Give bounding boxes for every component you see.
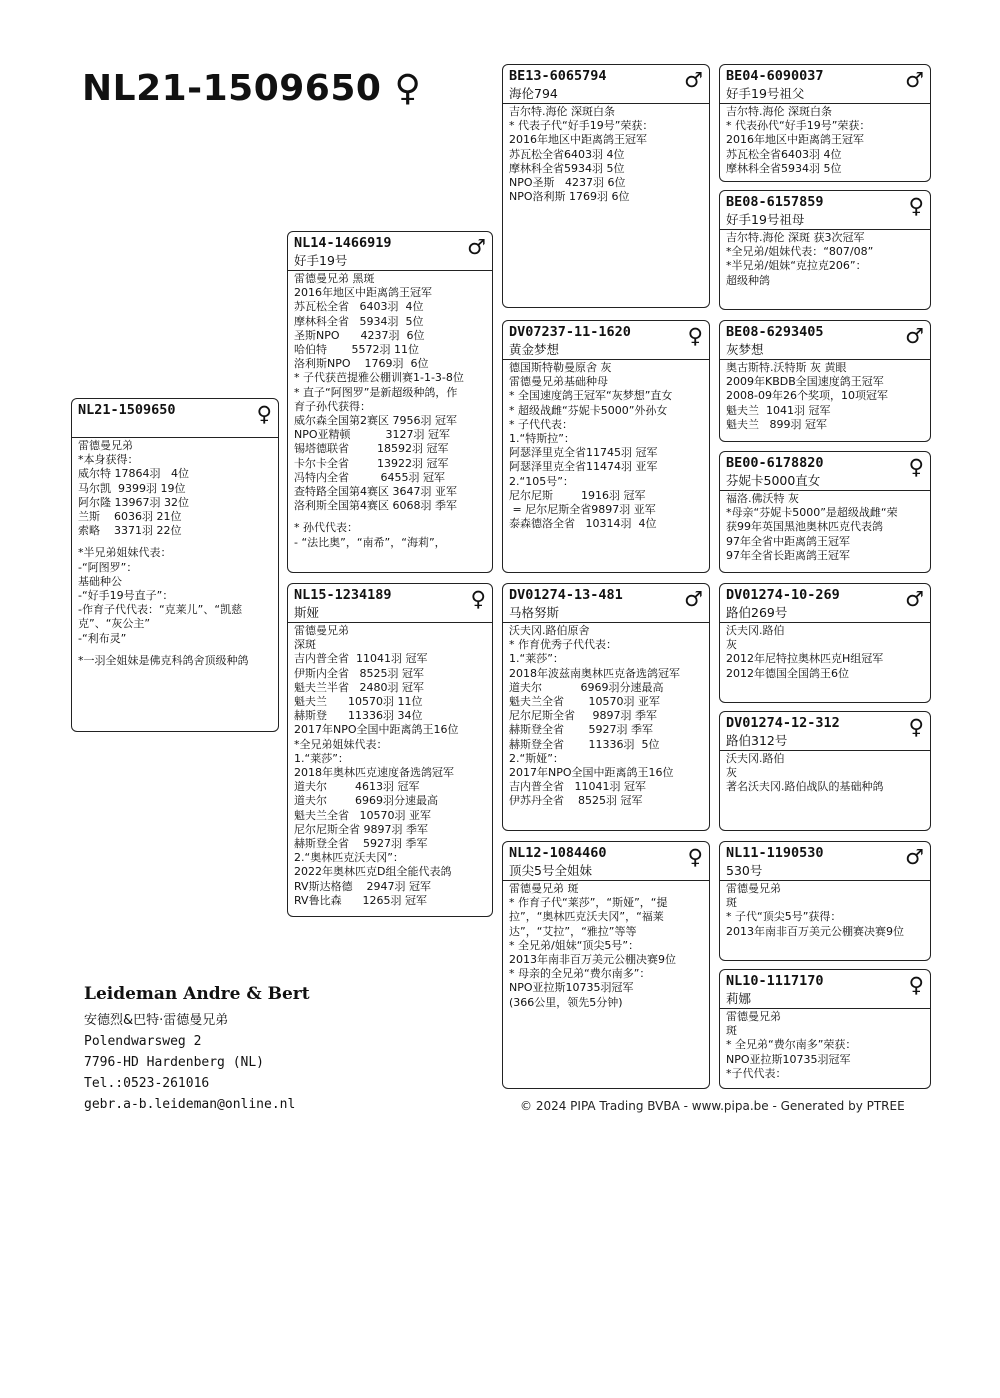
female-icon: ♀ xyxy=(687,324,703,348)
detail-line: 伊斯内全省 8525羽 冠军 xyxy=(294,666,424,680)
card-details xyxy=(720,623,930,682)
male-icon: ♂ xyxy=(905,68,924,92)
detail-line: 奥古斯特.沃特斯 灰 黄眼 xyxy=(726,361,847,374)
detail-line: 苏瓦松全省6403羽 4位 xyxy=(509,147,625,161)
detail-line: -“利布灵” xyxy=(78,631,127,645)
detail-line: 吉内普全省 11041羽 冠军 xyxy=(509,780,646,794)
detail-line: 兰斯 6036羽 21位 xyxy=(78,510,182,524)
male-icon: ♂ xyxy=(684,587,703,611)
detail-line: * 作育子代“莱莎”，“斯娅”，“提 xyxy=(509,896,668,910)
detail-line: 摩林科全省5934羽 5位 xyxy=(509,161,625,175)
female-icon: ♀ xyxy=(256,402,272,426)
pedigree-card xyxy=(719,320,931,442)
detail-line: 1.“莱莎”： xyxy=(294,751,349,765)
detail-line: 道夫尔 4613羽 冠军 xyxy=(294,780,420,794)
detail-line: 马尔凯 9399羽 19位 xyxy=(78,481,186,495)
detail-line: * 子代获芭提雅公棚训赛1-1-3-8位 xyxy=(294,371,464,385)
card-header xyxy=(288,584,492,621)
bird-name: 好手19号 xyxy=(294,253,348,268)
detail-line: 尼尔尼斯全省 9897羽 季军 xyxy=(509,709,657,723)
detail-line: 2013年南非百万美元公棚决赛9位 xyxy=(509,953,676,967)
card-details xyxy=(503,104,709,205)
detail-line: 尼尔尼斯 1916羽 冠军 xyxy=(509,488,646,502)
ring-number: NL12-1084460 xyxy=(509,845,607,861)
detail-line: * 全兄弟/姐妹“顶尖5号”： xyxy=(509,938,640,952)
detail-line: RV斯达格德 2947羽 冠军 xyxy=(294,879,432,893)
owner-name: Leideman Andre & Bert xyxy=(84,984,310,1004)
page-title: NL21-1509650 ♀ xyxy=(82,68,422,109)
card-header xyxy=(720,191,930,228)
detail-line: 查特路全国第4赛区 3647羽 亚军 xyxy=(294,485,457,499)
detail-line xyxy=(78,646,272,654)
detail-line: 2.“奥林匹克沃夫冈”： xyxy=(294,851,404,865)
detail-line: 哈伯特 5572羽 11位 xyxy=(294,343,419,357)
detail-line: 摩林科全省 5934羽 5位 xyxy=(294,314,424,328)
detail-line: 魁夫兰 10570羽 11位 xyxy=(294,695,423,709)
pedigree-card xyxy=(502,320,710,573)
detail-line: 2022年奥林匹克D组全能代表鸽 xyxy=(294,865,452,879)
detail-line: 1.“莱莎”： xyxy=(509,652,564,666)
female-icon: ♀ xyxy=(470,587,486,611)
owner-name-cn: 安德烈&巴特·雷德曼兄弟 xyxy=(84,1013,229,1028)
detail-line: 2016年地区中距离鸽王冠军 xyxy=(294,286,432,300)
card-details xyxy=(720,881,930,940)
ring-number: NL14-1466919 xyxy=(294,235,392,251)
card-header xyxy=(720,584,930,621)
detail-line: 2018年波兹南奥林匹克备选鸽冠军 xyxy=(509,666,680,680)
detail-line: *全兄弟姐妹代表： xyxy=(294,737,388,751)
detail-line: NPO圣斯 4237羽 6位 xyxy=(509,176,626,190)
detail-line: 福洛.佛沃特 灰 xyxy=(726,492,799,505)
male-icon: ♂ xyxy=(905,324,924,348)
detail-line: -“好手19号直子”： xyxy=(78,589,174,603)
detail-line: 达”，“艾拉”，“雅拉”等等 xyxy=(509,924,637,938)
detail-line: 斑 xyxy=(726,1024,737,1038)
detail-line: 阿尔隆 13967羽 32位 xyxy=(78,495,189,509)
detail-line: NPO亚拉斯10735羽冠军 xyxy=(509,981,634,995)
detail-line: 沃夫冈.路伯原舍 xyxy=(509,624,590,637)
owner-city: 7796-HD Hardenberg (NL) xyxy=(84,1055,265,1070)
detail-line: 2017年NPO全国中距离鸽王16位 xyxy=(294,723,459,737)
detail-line: 魁夫兰 1041羽 冠军 xyxy=(726,403,831,417)
detail-line: -作育子代代表：“克莱儿”、“凯慈 xyxy=(78,603,243,617)
detail-line: 魁夫兰全省 10570羽 亚军 xyxy=(509,695,660,709)
pedigree-card xyxy=(71,398,279,732)
detail-line: NPO洛利斯 1769羽 6位 xyxy=(509,190,630,204)
card-header xyxy=(72,399,278,436)
card-header xyxy=(720,970,930,1007)
detail-line: * 子代代表： xyxy=(509,417,573,431)
detail-line: 灰 xyxy=(726,638,737,652)
detail-line: * 直子“阿图罗”是新超级种鸽，作 xyxy=(294,385,458,399)
detail-line: 2008-09年26个奖项，10项冠军 xyxy=(726,389,888,403)
detail-line: 2016年地区中距离鸽王冠军 xyxy=(509,133,647,147)
ring-number: DV01274-10-269 xyxy=(726,587,840,603)
card-header xyxy=(720,712,930,749)
detail-line: 著名沃夫冈.路伯战队的基础种鸽 xyxy=(726,780,884,794)
pedigree-card xyxy=(719,451,931,573)
detail-line: 洛利斯NPO 1769羽 6位 xyxy=(294,357,429,371)
card-header xyxy=(503,65,709,102)
detail-line: 1.“特斯拉”： xyxy=(509,432,575,446)
card-details xyxy=(720,104,930,177)
detail-line: * 子代“顶尖5号”获得： xyxy=(726,910,842,924)
bird-name: 莉娜 xyxy=(726,991,752,1006)
owner-street: Polendwarsweg 2 xyxy=(84,1034,202,1049)
detail-line: 锡塔德联省 18592羽 冠军 xyxy=(294,442,449,456)
detail-line: 卡尔卡全省 13922羽 冠军 xyxy=(294,456,449,470)
card-header xyxy=(503,321,709,358)
bird-name: 路伯312号 xyxy=(726,733,788,748)
female-icon: ♀ xyxy=(908,973,924,997)
pedigree-card xyxy=(502,64,710,308)
detail-line: 沃夫冈.路伯 xyxy=(726,624,785,637)
detail-line: 吉尔特.海伦 深斑 获3次冠军 xyxy=(726,231,865,244)
card-details xyxy=(720,1009,930,1082)
detail-line: 魁夫兰全省 10570羽 亚军 xyxy=(294,808,431,822)
detail-line: * 超级战雌“芬妮卡5000”外孙女 xyxy=(509,403,668,417)
detail-line: 圣斯NPO 4237羽 6位 xyxy=(294,328,425,342)
detail-line: *本身获得： xyxy=(78,453,139,467)
ring-number: NL11-1190530 xyxy=(726,845,824,861)
detail-line: 雷德曼兄弟基础种母 xyxy=(509,375,608,389)
ring-number: DV01274-13-481 xyxy=(509,587,623,603)
bird-name: 海伦794 xyxy=(509,86,558,101)
detail-line: 育子孙代获得： xyxy=(294,399,371,413)
detail-line: 2.“斯娅”： xyxy=(509,751,564,765)
detail-line: * 代表子代“好手19号”荣获： xyxy=(509,119,654,133)
detail-line: *母亲“芬妮卡5000”是超级战雌“荣 xyxy=(726,506,898,520)
detail-line: 摩林科全省5934羽 5位 xyxy=(726,161,842,175)
detail-line: 2009年KBDB全国速度鸽王冠军 xyxy=(726,375,884,389)
pedigree-card xyxy=(719,190,931,310)
detail-line: 赫斯登 11336羽 34位 xyxy=(294,709,423,723)
detail-line: * 作育优秀子代代表： xyxy=(509,638,617,652)
ring-number: BE08-6157859 xyxy=(726,194,824,210)
detail-line: 威尔森全国第2赛区 7956羽 冠军 xyxy=(294,414,457,428)
detail-line: 深斑 xyxy=(294,638,316,652)
bird-name: 顶尖5号全姐妹 xyxy=(509,863,592,878)
detail-line: 冯特内全省 6455羽 冠军 xyxy=(294,470,445,484)
detail-line: * 孙代代表： xyxy=(294,521,358,535)
male-icon: ♂ xyxy=(905,845,924,869)
card-details xyxy=(720,230,930,289)
male-icon: ♂ xyxy=(467,235,486,259)
card-header xyxy=(720,452,930,489)
detail-line: * 母亲的全兄弟“费尔南多”： xyxy=(509,967,651,981)
bird-name: 530号 xyxy=(726,863,763,878)
detail-line: 道夫尔 6969羽分速最高 xyxy=(294,794,438,808)
ring-number: BE13-6065794 xyxy=(509,68,607,84)
detail-line: RV鲁比森 1265羽 冠军 xyxy=(294,893,428,907)
detail-line: 基础种公 xyxy=(78,574,122,588)
ring-number: DV07237-11-1620 xyxy=(509,324,631,340)
ring-number: NL15-1234189 xyxy=(294,587,392,603)
detail-line: 吉内普全省 11041羽 冠军 xyxy=(294,652,428,666)
female-icon: ♀ xyxy=(687,845,703,869)
ring-number: DV01274-12-312 xyxy=(726,715,840,731)
card-header xyxy=(720,65,930,102)
pedigree-card xyxy=(287,231,493,573)
detail-line: 泰森德洛全省 10314羽 4位 xyxy=(509,517,657,531)
detail-line: 克”、“灰公主” xyxy=(78,617,151,631)
bird-name: 灰梦想 xyxy=(726,342,764,357)
owner-email[interactable]: gebr.a-b.leideman@online.nl xyxy=(84,1097,296,1112)
detail-line: 97年全省长距离鸽王冠军 xyxy=(726,548,850,562)
detail-line: 赫斯登全省 5927羽 季军 xyxy=(294,837,428,851)
detail-line: *一羽全姐妹是佛克科鸽舍顶级种鸽 xyxy=(78,653,249,667)
detail-line: 苏瓦松全省 6403羽 4位 xyxy=(294,300,424,314)
pedigree-card xyxy=(719,64,931,182)
detail-line: (366公里，领先5分钟) xyxy=(509,995,623,1009)
detail-line: 雷德曼兄弟 xyxy=(294,624,349,637)
pedigree-card xyxy=(502,841,710,1089)
detail-line: 雷德曼兄弟 xyxy=(78,439,133,452)
copyright-notice: © 2024 PIPA Trading BVBA - www.pipa.be - Generated by PTREE xyxy=(520,1099,905,1113)
detail-line: 2.“105号”： xyxy=(509,474,574,488)
card-details xyxy=(720,751,930,796)
ring-number: NL10-1117170 xyxy=(726,973,824,989)
detail-line: 阿瑟泽里克全省11745羽 冠军 xyxy=(509,446,658,460)
male-icon: ♂ xyxy=(684,68,703,92)
ring-number: BE04-6090037 xyxy=(726,68,824,84)
detail-line: 吉尔特.海伦 深斑白条 xyxy=(509,105,615,118)
ring-number: BE00-6178820 xyxy=(726,455,824,471)
detail-line: 索略 3371羽 22位 xyxy=(78,524,182,538)
card-details xyxy=(503,881,709,1011)
bird-name: 黄金梦想 xyxy=(509,342,560,357)
detail-line: NPO亚精顿 3127羽 冠军 xyxy=(294,428,450,442)
card-details xyxy=(720,491,930,564)
detail-line: * 代表孙代“好手19号”荣获： xyxy=(726,119,871,133)
detail-line: 雷德曼兄弟 黑斑 xyxy=(294,272,375,285)
male-icon: ♂ xyxy=(905,587,924,611)
detail-line: *半兄弟/姐妹“克拉克206”： xyxy=(726,259,867,273)
card-header xyxy=(503,842,709,879)
detail-line: 苏瓦松全省6403羽 4位 xyxy=(726,147,842,161)
detail-line: 97年全省中距离鸽王冠军 xyxy=(726,534,850,548)
detail-line: 洛利斯全国第4赛区 6068羽 季军 xyxy=(294,499,457,513)
detail-line: *半兄弟姐妹代表： xyxy=(78,546,172,560)
bird-name: 好手19号祖父 xyxy=(726,86,805,101)
detail-line: 2017年NPO全国中距离鸽王16位 xyxy=(509,766,674,780)
card-header xyxy=(288,232,492,269)
ring-number: NL21-1509650 xyxy=(78,402,176,418)
detail-line: 超级种鸽 xyxy=(726,273,770,287)
detail-line: 斑 xyxy=(726,896,737,910)
ring-number: BE08-6293405 xyxy=(726,324,824,340)
detail-line: 拉”，“奥林匹克沃夫冈”，“福莱 xyxy=(509,910,664,924)
detail-line: 2016年地区中距离鸽王冠军 xyxy=(726,133,864,147)
detail-line: NPO亚拉斯10735羽冠军 xyxy=(726,1052,851,1066)
card-details xyxy=(72,438,278,669)
female-icon: ♀ xyxy=(908,455,924,479)
card-header xyxy=(503,584,709,621)
detail-line: 2018年奥林匹克速度备选鸽冠军 xyxy=(294,766,454,780)
bird-name: 马格努斯 xyxy=(509,605,560,620)
detail-line: - “法比奥”，“南希”，“海莉”， xyxy=(294,535,446,549)
detail-line: 赫斯登全省 5927羽 季军 xyxy=(509,723,653,737)
card-details xyxy=(288,271,492,551)
detail-line: 德国斯特勒曼原舍 灰 xyxy=(509,361,612,374)
detail-line: 2013年南非百万美元公棚赛决赛9位 xyxy=(726,924,904,938)
pedigree-card xyxy=(719,583,931,703)
detail-line: 魁夫兰 899羽 冠军 xyxy=(726,417,827,431)
pedigree-card xyxy=(502,583,710,831)
detail-line: 雷德曼兄弟 xyxy=(726,882,781,895)
detail-line: = 尼尔尼斯全省9897羽 亚军 xyxy=(509,503,656,517)
detail-line: 2012年尼特拉奥林匹克H组冠军 xyxy=(726,652,884,666)
detail-line: 赫斯登全省 11336羽 5位 xyxy=(509,737,660,751)
card-details xyxy=(503,360,709,532)
bird-name: 好手19号祖母 xyxy=(726,212,805,227)
bird-name: 路伯269号 xyxy=(726,605,788,620)
pedigree-card xyxy=(719,841,931,961)
card-header xyxy=(720,842,930,879)
owner-phone: Tel.:0523-261016 xyxy=(84,1076,210,1091)
pedigree-card xyxy=(719,969,931,1089)
female-icon: ♀ xyxy=(908,194,924,218)
owner-contact xyxy=(84,1010,295,1115)
detail-line: 阿瑟泽里克全省11474羽 亚军 xyxy=(509,460,658,474)
detail-line: -“阿图罗”： xyxy=(78,560,138,574)
detail-line: 吉尔特.海伦 深斑白条 xyxy=(726,105,832,118)
pedigree-card xyxy=(719,711,931,831)
detail-line: * 全兄弟“费尔南多”荣获： xyxy=(726,1038,857,1052)
bird-name: 芬妮卡5000直女 xyxy=(726,473,821,488)
detail-line: * 全国速度鸽王冠军“灰梦想”直女 xyxy=(509,389,673,403)
card-details xyxy=(288,623,492,909)
card-details xyxy=(720,360,930,433)
detail-line: 威尔特 17864羽 4位 xyxy=(78,467,189,481)
bird-name: 斯娅 xyxy=(294,605,320,620)
detail-line: 伊苏丹全省 8525羽 冠军 xyxy=(509,794,643,808)
detail-line: 雷德曼兄弟 斑 xyxy=(509,882,579,895)
detail-line: 获99年英国黑池奥林匹克代表鸽 xyxy=(726,520,883,534)
detail-line: 沃夫冈.路伯 xyxy=(726,752,785,765)
card-header xyxy=(720,321,930,358)
detail-line: 道夫尔 6969羽分速最高 xyxy=(509,680,664,694)
female-icon: ♀ xyxy=(908,715,924,739)
detail-line: 尼尔尼斯全省 9897羽 季军 xyxy=(294,822,428,836)
card-details xyxy=(503,623,709,810)
detail-line: 魁夫兰半省 2480羽 冠军 xyxy=(294,680,424,694)
detail-line: 雷德曼兄弟 xyxy=(726,1010,781,1023)
detail-line: *子代代表： xyxy=(726,1066,787,1080)
detail-line: *全兄弟/姐妹代表：“807/08” xyxy=(726,245,874,259)
detail-line: 灰 xyxy=(726,766,737,780)
pedigree-card xyxy=(287,583,493,917)
detail-line: 2012年德国全国鸽王6位 xyxy=(726,666,849,680)
